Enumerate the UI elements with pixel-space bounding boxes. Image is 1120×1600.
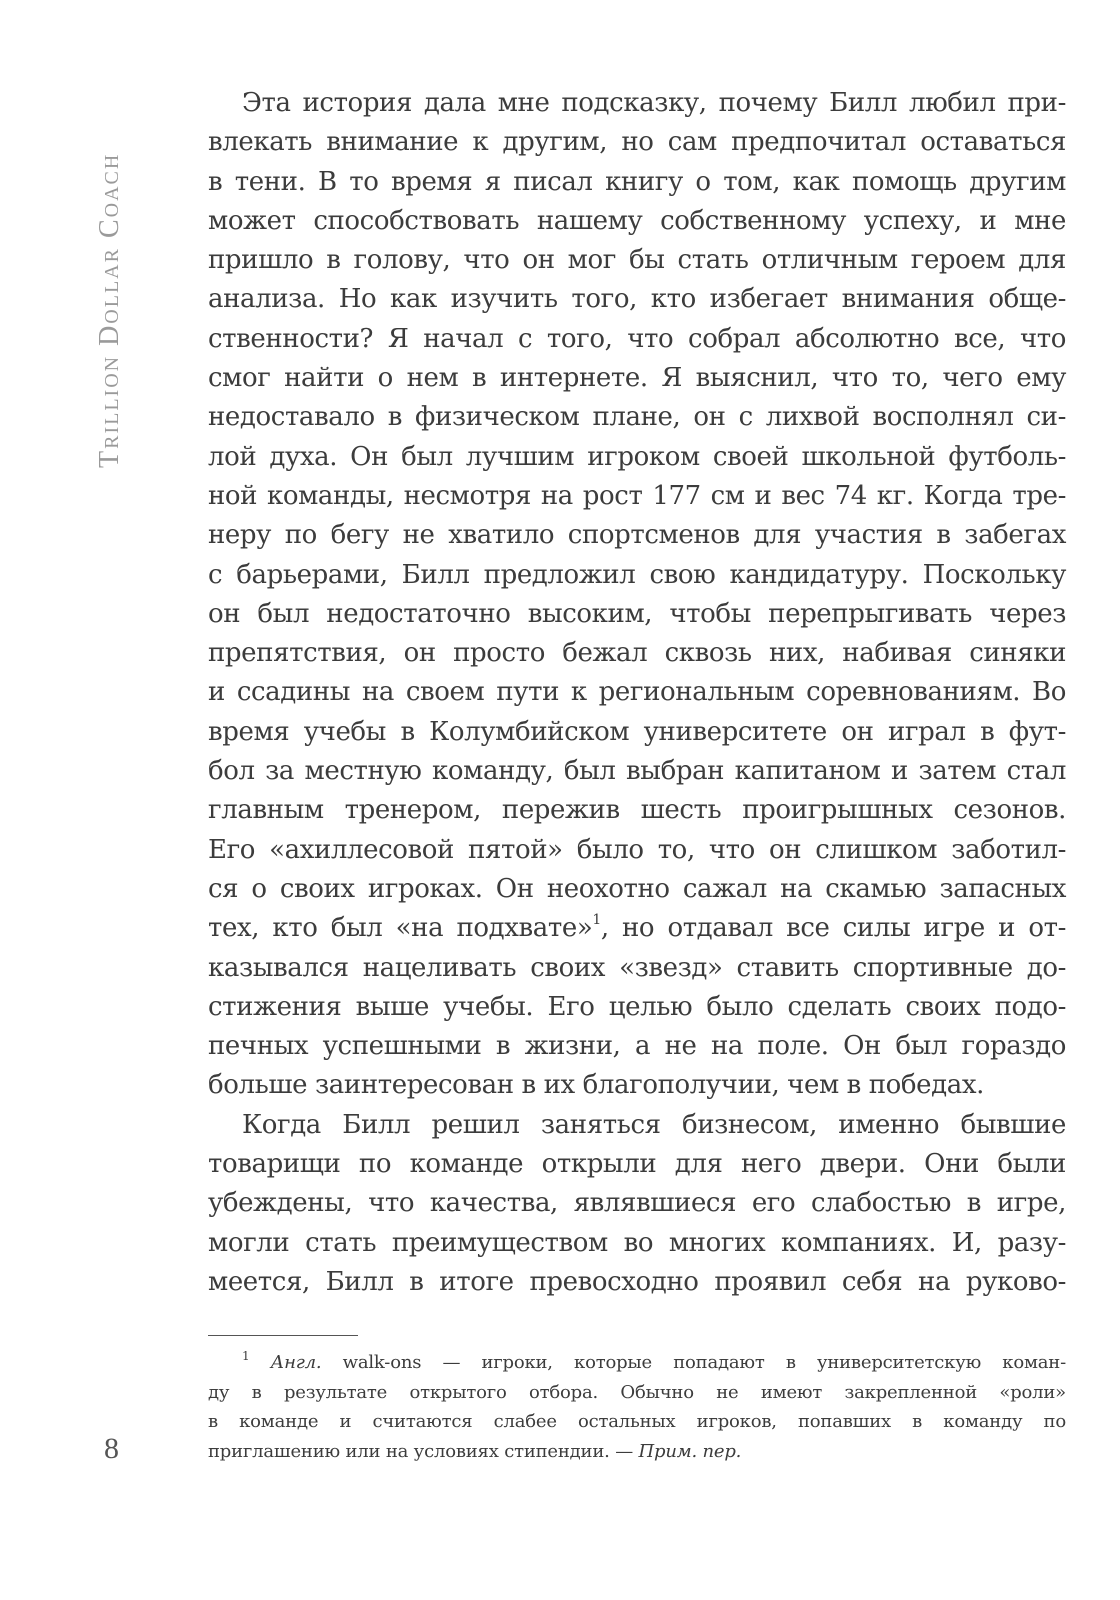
text-line: больше заинтересован в их благополучии, чем в победах. bbox=[208, 1070, 984, 1101]
text-line: смог найти о нем в интернете. Я выяснил, что то, чего ему bbox=[208, 363, 1066, 394]
text-line: убеждены, что качества, являвшиеся его слабостью в игре, bbox=[208, 1188, 1066, 1219]
footnote-line bbox=[208, 1348, 1066, 1378]
paragraph-1 bbox=[208, 84, 1066, 1106]
running-head: Trillion Dollar Coach bbox=[94, 152, 125, 468]
text-line: печных успешными в жизни, а не на поле. Он был гораздо bbox=[208, 1031, 1066, 1062]
text-line: в тени. В то время я писал книгу о том, как помощь другим bbox=[208, 166, 1066, 197]
text-line-end: , но отдавал все силы игре и от- bbox=[600, 913, 1067, 944]
text-line: он был недостаточно высоким, чтобы перепрыгивать через bbox=[208, 598, 1066, 629]
footnote bbox=[208, 1348, 1066, 1466]
text-line: казывался нацеливать своих «звезд» ставить спортивные до- bbox=[208, 952, 1066, 983]
text-line: стижения выше учебы. Его целью было сделать своих подо- bbox=[208, 991, 1066, 1022]
text-line: главным тренером, пережив шесть проигрышных сезонов. bbox=[208, 795, 1066, 826]
text-line: ся о своих игроках. Он неохотно сажал на скамью запасных bbox=[208, 873, 1066, 904]
text-line: Когда Билл решил заняться бизнесом, именно бывшие bbox=[242, 1109, 1066, 1140]
footnote-line bbox=[208, 1437, 1066, 1467]
page-number: 8 bbox=[104, 1432, 119, 1465]
footnote-mark: 1 bbox=[242, 1349, 250, 1363]
text-line: пришло в голову, что он мог бы стать отличным героем для bbox=[208, 245, 1066, 276]
footnote-line-rest: walk-ons — игроки, которые попадают в университетскую коман- bbox=[321, 1352, 1066, 1373]
text-line: влекать внимание к другим, но сам предпочитал оставаться bbox=[208, 127, 1066, 158]
text-line: могли стать преимуществом во многих компаниях. И, разу- bbox=[208, 1227, 1066, 1258]
translator-note: Прим. пер. bbox=[638, 1440, 742, 1462]
text-line-start: тех, кто был «на подхвате» bbox=[208, 913, 593, 944]
text-line: время учебы в Колумбийском университете он играл в фут- bbox=[208, 716, 1066, 747]
footnote-line: ду в результате открытого отбора. Обычно не имеют закрепленной «роли» bbox=[208, 1381, 1066, 1403]
text-line: бол за местную команду, был выбран капитаном и затем стал bbox=[208, 756, 1066, 787]
text-line: лой духа. Он был лучшим игроком своей школьной футболь- bbox=[208, 441, 1066, 472]
text-line: товарищи по команде открыли для него двери. Они были bbox=[208, 1149, 1066, 1180]
footnote-language-abbr: Англ. bbox=[270, 1352, 322, 1373]
footnote-line: в команде и считаются слабее остальных игроков, попавших в команду по bbox=[208, 1411, 1066, 1432]
paragraph-2 bbox=[208, 1106, 1066, 1302]
text-line: ной команды, несмотря на рост 177 см и вес 74 кг. Когда тре- bbox=[208, 480, 1066, 511]
text-line: недоставало в физическом плане, он с лихвой восполнял си- bbox=[208, 402, 1066, 433]
text-line: ственности? Я начал с того, что собрал абсолютно все, что bbox=[208, 323, 1066, 354]
text-line: может способствовать нашему собственному успеху, и мне bbox=[208, 205, 1066, 236]
body-text bbox=[208, 84, 1066, 1302]
text-line: Его «ахиллесовой пятой» было то, что он слишком заботил- bbox=[208, 834, 1066, 865]
text-line: с барьерами, Билл предложил свою кандидатуру. Поскольку bbox=[208, 559, 1066, 590]
footnote-divider bbox=[208, 1335, 358, 1336]
text-line-with-footnote-ref bbox=[208, 909, 1066, 948]
footnote-reference[interactable]: 1 bbox=[592, 912, 601, 929]
text-line: и ссадины на своем пути к региональным соревнованиям. Во bbox=[208, 677, 1066, 708]
text-line: препятствия, он просто бежал сквозь них, набивая синяки bbox=[208, 638, 1066, 669]
text-line: меется, Билл в итоге превосходно проявил себя на руково- bbox=[208, 1266, 1066, 1297]
footnote-line-text: приглашению или на условиях стипендии. — bbox=[208, 1440, 639, 1462]
text-line: неру по бегу не хватило спортсменов для участия в забегах bbox=[208, 520, 1066, 551]
text-line: Эта история дала мне подсказку, почему Билл любил при- bbox=[242, 88, 1066, 118]
text-line: анализа. Но как изучить того, кто избегает внимания обще- bbox=[208, 284, 1066, 315]
